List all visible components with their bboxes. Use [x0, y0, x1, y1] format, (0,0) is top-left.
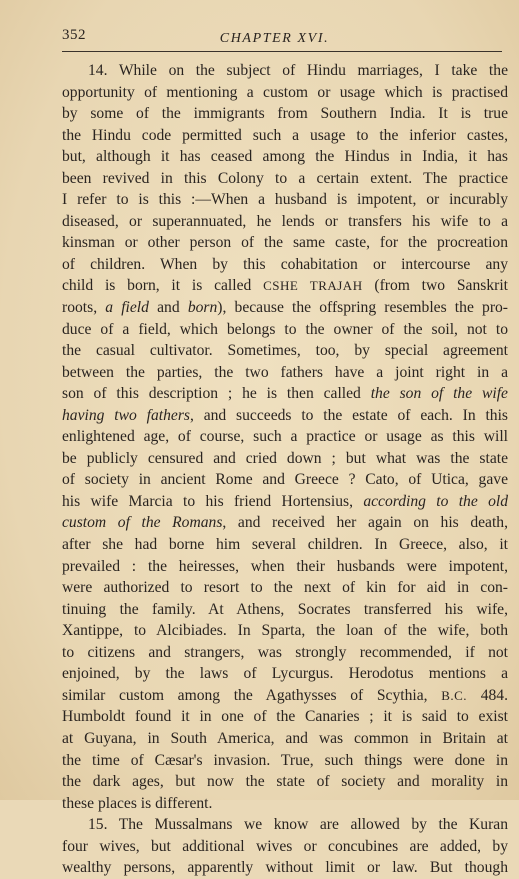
text-line: prevailed : the heiresses, when their husbands were impotent,: [62, 557, 508, 575]
text-line: roots, a field and born), because the offspring resembles the pro-: [62, 299, 509, 317]
text-line: similar custom among the Agathysses of Scythia, B.C. 484.: [62, 686, 508, 704]
text-line: but, although it has ceased among the Hindus in India, it has: [62, 148, 508, 166]
text-line: between the parties, the two fathers have a joint right in a: [62, 363, 508, 381]
text-line: after she had borne him several children. In Greece, also, it: [62, 536, 508, 554]
text-line: at Guyana, in South America, and was common in Britain at: [62, 729, 508, 747]
text-line: to citizens and strangers, was strongly recommended, if not: [62, 643, 508, 661]
era-abbreviation: B.C.: [441, 687, 468, 703]
text-line: of society in ancient Rome and Greece ? Cato, of Utica, gave: [62, 471, 508, 489]
text-line: four wives, but additional wives or concubines are added, by: [62, 837, 508, 855]
text-line: the Hindu code permitted such a usage to the inferior castes,: [62, 126, 508, 144]
text-line: wealthy persons, apparently without limit or law. But though: [62, 859, 508, 877]
text-line: be publicly censured and cried down ; but what was the state: [62, 449, 508, 467]
text-line: enjoined, by the laws of Lycurgus. Herodotus mentions a: [62, 665, 508, 683]
text-line: by some of the immigrants from Southern India. It is true: [62, 105, 508, 123]
text-line: Xantippe, to Alcibiades. In Sparta, the loan of the wife, both: [62, 622, 508, 640]
text-line: diseased, or superannuated, he lends or transfers his wife to a: [62, 212, 508, 230]
text-line: these places is different.: [62, 794, 213, 812]
text-line: enlightened age, of course, such a practice or usage as this will: [62, 428, 508, 446]
text-line: were authorized to resort to the next of kin for aid in con-: [62, 579, 508, 597]
sanskrit-term: CSHE TRAJAH: [263, 278, 363, 294]
text-line: custom of the Romans, and received her again on his death,: [62, 514, 508, 532]
header-rule: [62, 51, 502, 52]
text-line: the time of Cæsar's invasion. True, such things were done in: [62, 751, 508, 769]
page-number: 352: [62, 27, 86, 43]
text-line: the dark ages, but now the state of society and morality in: [62, 773, 508, 791]
text-line: his wife Marcia to his friend Hortensius, according to the old: [62, 492, 509, 510]
text-line: having two fathers, and succeeds to the estate of each. In this: [62, 406, 508, 424]
text-line: kinsman or other person of the same caste, for the procreation: [62, 234, 508, 252]
text-line: 14. While on the subject of Hindu marriages, I take the: [88, 62, 508, 79]
text-line: been revived in this Colony to a certain extent. The practice: [62, 169, 508, 187]
running-head: CHAPTER XVI.: [219, 31, 330, 46]
body-text: [62, 60, 508, 879]
text-line: tinuing the family. At Athens, Socrates transferred his wife,: [62, 600, 508, 618]
text-line: son of this description ; he is then called the son of the wife: [62, 385, 508, 403]
text-line: I refer to is this :—When a husband is impotent, or incurably: [62, 191, 508, 209]
text-line: of children. When by this cohabitation or intercourse any: [62, 255, 508, 273]
text-line: the casual cultivator. Sometimes, too, by special agreement: [62, 342, 508, 360]
text-line: Humboldt found it in one of the Canaries ; it is said to exist: [62, 708, 508, 726]
text-line: duce of a field, which belongs to the owner of the soil, not to: [62, 320, 508, 338]
text-line: opportunity of mentioning a custom or usage which is practised: [62, 83, 508, 101]
text-line: 15. The Mussalmans we know are allowed by the Kuran: [88, 816, 508, 834]
text-line: child is born, it is called CSHE TRAJAH (from two Sanskrit: [62, 277, 508, 295]
